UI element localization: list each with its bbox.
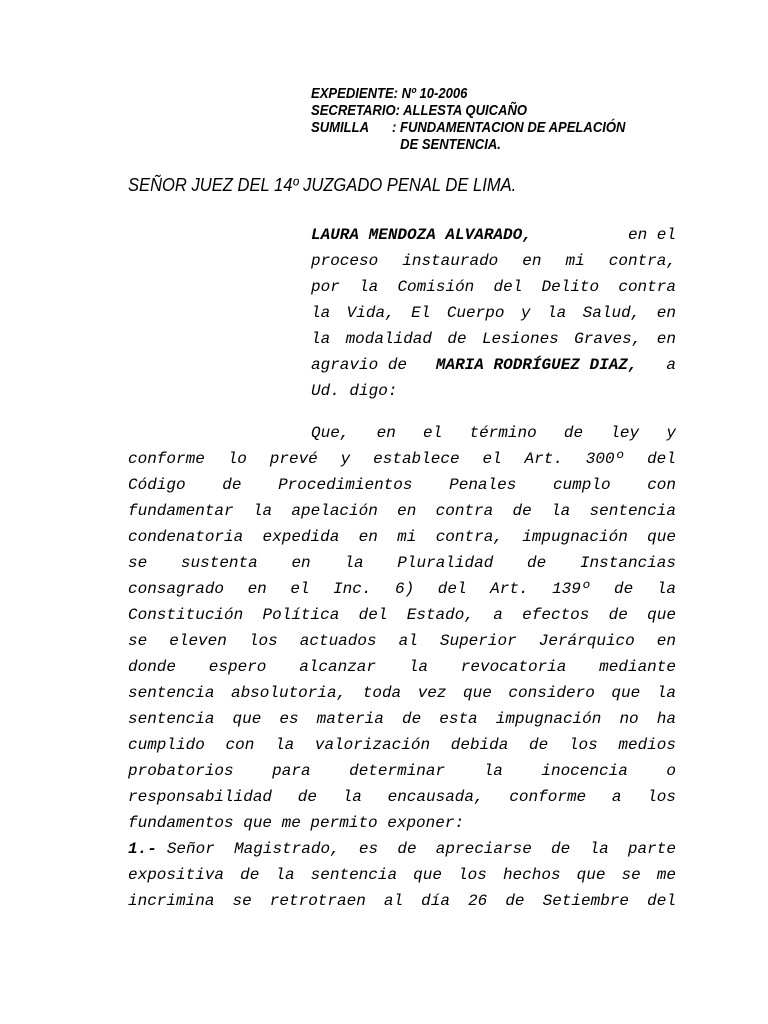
word: establece — [373, 450, 460, 468]
word: es — [279, 710, 299, 728]
word: contra — [435, 502, 494, 520]
word: responsabilidad — [128, 788, 273, 806]
body-line — [128, 654, 676, 680]
word: sentencia — [589, 502, 676, 520]
intro-line — [311, 326, 676, 352]
word: Lesiones — [481, 330, 559, 348]
addressee-heading: SEÑOR JUEZ DEL 14º JUZGADO PENAL DE LIMA. — [128, 175, 517, 195]
word: absolutoria, — [230, 684, 347, 702]
body-line — [128, 732, 676, 758]
word: la — [656, 684, 676, 702]
word: de — [529, 736, 549, 754]
word: espero — [208, 658, 267, 676]
intro-text: a — [666, 356, 676, 374]
word: debida — [450, 736, 509, 754]
word: los — [458, 866, 487, 884]
word: en — [291, 554, 311, 572]
word: lo — [227, 450, 247, 468]
word: el — [290, 580, 310, 598]
body-line — [128, 446, 676, 472]
intro-line — [311, 222, 676, 248]
word: contra, — [608, 252, 676, 270]
body-line — [128, 524, 676, 550]
word: Estado, — [406, 606, 474, 624]
word: el — [482, 450, 502, 468]
word: del — [647, 450, 676, 468]
word: Art. — [490, 580, 529, 598]
word: del — [358, 606, 388, 624]
word: la — [342, 788, 362, 806]
word: la — [408, 658, 428, 676]
word: de — [397, 840, 417, 858]
word: que — [463, 684, 492, 702]
sumilla-value: : FUNDAMENTACION DE APELACIÓN — [392, 120, 626, 136]
body-line — [128, 810, 676, 836]
word: en — [656, 330, 676, 348]
word: de — [297, 788, 317, 806]
word: parte — [627, 840, 676, 858]
word: encausada, — [387, 788, 484, 806]
word: Setiembre — [542, 892, 630, 910]
body-line — [128, 758, 676, 784]
word: Cuerpo — [446, 304, 505, 322]
word: de — [608, 606, 628, 624]
word: la — [274, 736, 295, 754]
intro-paragraph — [311, 222, 676, 404]
point-1-line — [128, 888, 676, 914]
word: apreciarse — [435, 840, 532, 858]
word: sentencia — [128, 710, 215, 728]
word: el — [423, 424, 443, 442]
point-1-line — [128, 862, 676, 888]
sumilla-value-continuation: DE SENTENCIA. — [400, 137, 501, 153]
word: los — [568, 736, 598, 754]
word: la — [252, 502, 273, 520]
word: prevé — [269, 450, 318, 468]
word: la — [311, 330, 331, 348]
word: Vida, — [346, 304, 395, 322]
word: me — [656, 866, 676, 884]
intro-line — [311, 378, 676, 404]
word: hechos — [502, 866, 561, 884]
word: determinar — [349, 762, 446, 780]
word: no — [619, 710, 639, 728]
word: esta — [439, 710, 478, 728]
point-1-text — [167, 836, 676, 862]
word: la — [589, 840, 609, 858]
word: mi — [565, 252, 585, 270]
body-text — [128, 524, 676, 550]
word: Magistrado, — [234, 840, 340, 858]
body-text — [128, 758, 676, 784]
body-text — [128, 602, 676, 628]
sumilla-line — [311, 120, 671, 137]
word: Salud, — [582, 304, 641, 322]
body-text: fundamentos que me permito exponer: — [128, 814, 465, 832]
word: actuados — [299, 632, 377, 650]
word: los — [248, 632, 278, 650]
body-line — [128, 576, 676, 602]
point-1-line — [128, 836, 676, 862]
word: expositiva — [128, 866, 225, 884]
petitioner-name: LAURA MENDOZA ALVARADO, — [311, 226, 532, 244]
word: cumplido — [128, 736, 205, 754]
word: valorización — [314, 736, 431, 754]
word: de — [614, 580, 634, 598]
word: del — [647, 892, 676, 910]
word: o — [666, 762, 676, 780]
word: conforme — [128, 450, 205, 468]
word: la — [311, 304, 331, 322]
body-paragraph — [128, 420, 676, 914]
word: se — [232, 892, 252, 910]
word: cumplo — [552, 476, 611, 494]
word: efectos — [522, 606, 590, 624]
word: para — [272, 762, 311, 780]
word: del — [493, 278, 523, 296]
intro-line — [311, 274, 676, 300]
word: en — [656, 632, 676, 650]
word: de — [240, 866, 260, 884]
intro-line — [311, 300, 676, 326]
body-line — [128, 602, 676, 628]
body-text — [128, 654, 676, 680]
word: considero — [508, 684, 595, 702]
word: apelación — [291, 502, 378, 520]
word: es — [358, 840, 379, 858]
word: Política — [262, 606, 340, 624]
body-line — [128, 706, 676, 732]
word: la — [483, 762, 503, 780]
body-text — [128, 550, 676, 576]
word: El — [411, 304, 431, 322]
body-text — [128, 784, 676, 810]
word: revocatoria — [460, 658, 567, 676]
body-line — [128, 498, 676, 524]
word: en — [376, 424, 396, 442]
word: Penales — [449, 476, 517, 494]
word: del — [437, 580, 467, 598]
body-text — [128, 498, 676, 524]
word: conforme — [509, 788, 587, 806]
intro-text — [311, 326, 676, 352]
word: la — [656, 580, 676, 598]
word: fundamentar — [128, 502, 234, 520]
word: impugnación — [522, 528, 628, 546]
word: por — [311, 278, 340, 296]
word: se — [128, 632, 148, 650]
word: 26 — [468, 892, 488, 910]
body-text — [128, 576, 676, 602]
word: la — [275, 866, 295, 884]
word: que — [413, 866, 442, 884]
word: de — [505, 892, 525, 910]
word: día — [421, 892, 450, 910]
body-line — [128, 420, 676, 446]
word: se — [621, 866, 641, 884]
word: Señor — [166, 840, 215, 858]
word: la — [546, 304, 567, 322]
word: Inc. — [333, 580, 372, 598]
word: mediante — [599, 658, 676, 676]
intro-text — [311, 248, 676, 274]
body-line — [128, 680, 676, 706]
word: incrimina — [128, 892, 215, 910]
word: materia — [316, 710, 384, 728]
word: a — [493, 606, 503, 624]
word: que — [611, 684, 641, 702]
word: en — [522, 252, 542, 270]
intro-text — [311, 274, 676, 300]
intro-text: Ud. digo: — [311, 382, 398, 400]
word: retrotraen — [269, 892, 366, 910]
body-line — [128, 472, 676, 498]
body-text — [128, 706, 676, 732]
word: en — [358, 528, 378, 546]
word: ley — [610, 424, 640, 442]
intro-text: agravio de — [311, 356, 408, 374]
word: eleven — [169, 632, 227, 650]
word: mi — [397, 528, 417, 546]
word: en — [247, 580, 267, 598]
word: de — [527, 554, 547, 572]
word: 139º — [552, 580, 591, 598]
word: Comisión — [397, 278, 475, 296]
body-line — [128, 550, 676, 576]
word: término — [469, 424, 537, 442]
word: Delito — [541, 278, 600, 296]
word: la — [551, 502, 571, 520]
word: de — [563, 424, 584, 442]
word: se — [128, 554, 148, 572]
intro-line — [311, 248, 676, 274]
word: al — [383, 892, 404, 910]
word: a — [611, 788, 622, 806]
word: proceso — [311, 252, 379, 270]
word: probatorios — [128, 762, 234, 780]
word: Superior — [439, 632, 517, 650]
body-text — [128, 680, 676, 706]
word: la — [344, 554, 364, 572]
word: contra — [618, 278, 676, 296]
body-line — [128, 628, 676, 654]
case-header — [311, 86, 671, 154]
word: Jerárquico — [538, 632, 635, 650]
word: sentencia — [310, 866, 398, 884]
word: alcanzar — [299, 658, 376, 676]
word: contra, — [435, 528, 503, 546]
word: que — [647, 528, 676, 546]
word: ha — [656, 710, 676, 728]
word: en — [397, 502, 417, 520]
word: la — [359, 278, 379, 296]
body-text — [128, 446, 676, 472]
word: y — [666, 424, 676, 442]
word: sustenta — [180, 554, 258, 572]
point-1-text — [128, 862, 676, 888]
word: inocencia — [541, 762, 628, 780]
intro-line — [311, 352, 676, 378]
word: los — [647, 788, 676, 806]
word: que — [232, 710, 262, 728]
body-text — [128, 732, 676, 758]
word: y — [340, 450, 351, 468]
word: Procedimientos — [278, 476, 413, 494]
body-text — [128, 472, 676, 498]
body-text — [128, 628, 676, 654]
word: Pluralidad — [397, 554, 494, 572]
word: en — [656, 304, 676, 322]
word: de — [551, 840, 571, 858]
word: con — [647, 476, 676, 494]
word: 300º — [585, 450, 625, 468]
word: Constitución — [128, 606, 244, 624]
intro-text: en el — [627, 226, 676, 244]
word: al — [398, 632, 418, 650]
word: instaurado — [402, 252, 499, 270]
word: expedida — [262, 528, 340, 546]
word: que — [647, 606, 676, 624]
word: Instancias — [579, 554, 676, 572]
word: condenatoria — [128, 528, 244, 546]
word: de — [222, 476, 242, 494]
word: Art. — [524, 450, 563, 468]
sumilla-label: SUMILLA — [311, 120, 369, 136]
word: sentencia — [128, 684, 215, 702]
word: de — [512, 502, 532, 520]
victim-name: MARIA RODRÍGUEZ DIAZ, — [435, 356, 638, 374]
word: Que, — [311, 424, 350, 442]
word: Código — [128, 476, 186, 494]
expediente-line: EXPEDIENTE: Nº 10-2006 — [311, 86, 468, 102]
word: toda — [362, 684, 402, 702]
point-1-label: 1.- — [128, 840, 157, 858]
secretario-line: SECRETARIO: ALLESTA QUICAÑO — [311, 103, 528, 119]
word: 6) — [395, 580, 415, 598]
word: Graves, — [574, 330, 642, 348]
word: modalidad — [345, 330, 432, 348]
word: de — [401, 710, 422, 728]
body-line — [128, 784, 676, 810]
intro-text — [311, 300, 676, 326]
point-1-text — [128, 888, 676, 914]
word: impugnación — [495, 710, 602, 728]
word: que — [576, 866, 606, 884]
word: de — [447, 330, 467, 348]
word: consagrado — [128, 580, 225, 598]
word: y — [520, 304, 531, 322]
word: con — [225, 736, 255, 754]
word: donde — [128, 658, 177, 676]
word: vez — [417, 684, 447, 702]
word: medios — [618, 736, 676, 754]
body-text — [311, 420, 676, 446]
